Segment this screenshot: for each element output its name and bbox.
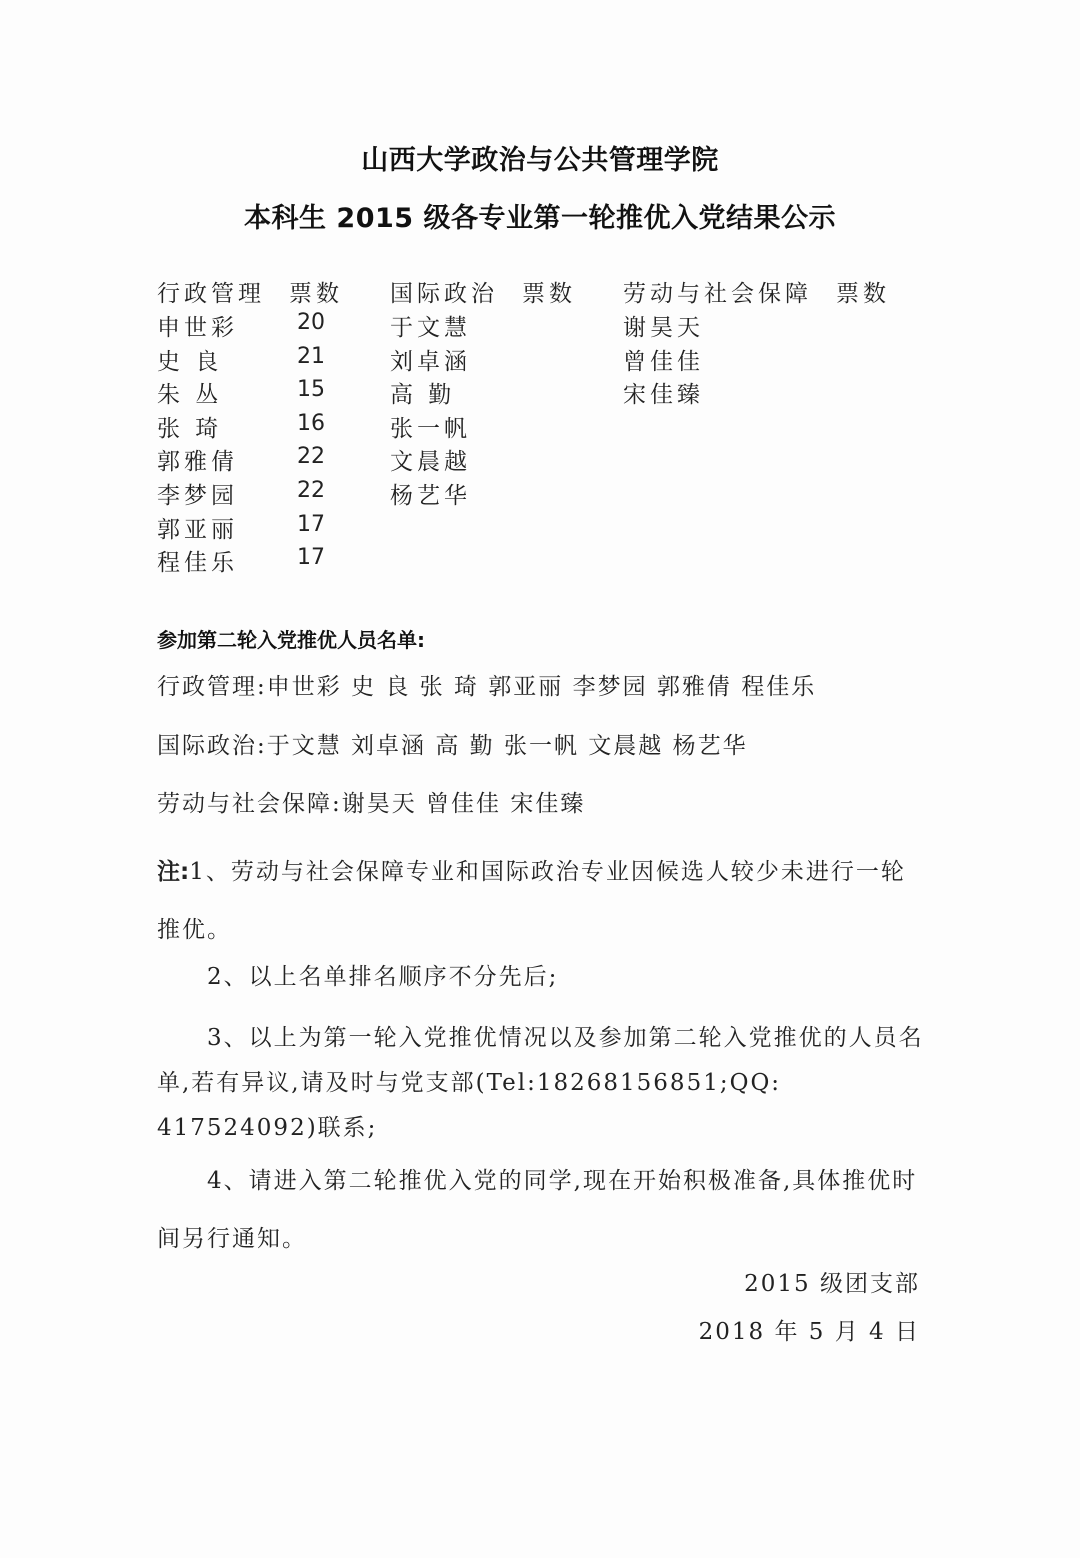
note-4: 4、请进入第二轮推优入党的同学,现在开始积极准备,具体推优时间另行通知。 — [157, 1168, 918, 1252]
candidate-name: 申世彩 — [157, 315, 238, 341]
column-header — [623, 275, 923, 309]
second-round-title: 参加第二轮入党推优人员名单: — [157, 628, 425, 652]
candidate-name: 朱 丛 — [157, 382, 223, 409]
second-round-line-admin: 行政管理:申世彩 史 良 张 琦 郭亚丽 李梦园 郭雅倩 程佳乐 — [157, 674, 817, 700]
result-row — [390, 477, 610, 511]
result-row — [157, 511, 367, 545]
votes-header: 票数 — [836, 281, 890, 307]
result-row — [157, 443, 367, 477]
vote-count: 17 — [297, 545, 325, 571]
result-row — [390, 343, 610, 377]
candidate-name: 谢昊天 — [623, 315, 704, 341]
document-title-line2: 本科生 2015 级各专业第一轮推优入党结果公示 — [244, 203, 836, 234]
result-row — [390, 443, 610, 477]
candidate-name: 李梦园 — [157, 482, 238, 509]
candidate-name: 郭雅倩 — [157, 449, 238, 476]
vote-count: 21 — [297, 343, 325, 369]
vote-count: 17 — [297, 511, 325, 537]
candidate-name: 杨艺华 — [390, 482, 471, 509]
candidate-name: 高 勤 — [390, 382, 456, 409]
major-label: 国际政治 — [390, 281, 498, 307]
result-row — [157, 410, 367, 444]
result-row — [157, 343, 367, 377]
candidate-name: 史 良 — [157, 348, 223, 375]
result-row — [623, 343, 923, 377]
result-row — [390, 410, 610, 444]
candidate-name: 于文慧 — [390, 315, 471, 341]
note-1-text: 1、劳动与社会保障专业和国际政治专业因候选人较少未进行一轮推优。 — [157, 859, 906, 943]
result-row — [157, 544, 367, 578]
candidate-name: 文晨越 — [390, 449, 471, 476]
candidate-name: 刘卓涵 — [390, 348, 471, 375]
note-3: 3、以上为第一轮入党推优情况以及参加第二轮入党推优的人员名单,若有异议,请及时与党支部(Tel:18268156851;QQ: 417524092)联系; — [157, 1025, 924, 1141]
results-column-admin — [157, 275, 367, 578]
major-label: 行政管理 — [157, 281, 265, 307]
candidate-name: 郭亚丽 — [157, 516, 238, 543]
second-round-line-intl-politics: 国际政治:于文慧 刘卓涵 高 勤 张一帆 文晨越 杨艺华 — [157, 733, 748, 759]
result-row — [623, 309, 923, 343]
vote-count: 20 — [297, 310, 325, 335]
signature-date: 2018 年 5 月 4 日 — [698, 1319, 920, 1345]
column-header — [390, 275, 610, 309]
signature-org: 2015 级团支部 — [744, 1271, 920, 1297]
column-header — [157, 275, 367, 309]
candidate-name: 程佳乐 — [157, 550, 238, 577]
major-label: 劳动与社会保障 — [623, 281, 812, 307]
vote-count: 22 — [297, 477, 325, 503]
vote-count: 15 — [297, 377, 325, 403]
second-round-line-labor: 劳动与社会保障:谢昊天 曾佳佳 宋佳臻 — [157, 791, 586, 817]
result-row — [390, 309, 610, 343]
votes-header: 票数 — [522, 281, 576, 307]
result-row — [623, 376, 923, 410]
results-column-labor-social-security — [623, 275, 923, 410]
candidate-name: 张一帆 — [390, 415, 471, 442]
result-row — [157, 309, 367, 343]
candidate-name: 曾佳佳 — [623, 348, 704, 375]
vote-count: 16 — [297, 410, 325, 436]
votes-header: 票数 — [289, 281, 343, 307]
note-2: 2、以上名单排名顺序不分先后; — [207, 964, 559, 990]
document-title-line1: 山西大学政治与公共管理学院 — [361, 145, 719, 176]
note-1 — [157, 843, 927, 959]
result-row — [157, 376, 367, 410]
result-row — [157, 477, 367, 511]
result-row — [390, 376, 610, 410]
candidate-name: 宋佳臻 — [623, 382, 704, 409]
vote-count: 22 — [297, 444, 325, 470]
note-label: 注: — [157, 859, 190, 885]
results-column-intl-politics — [390, 275, 610, 511]
candidate-name: 张 琦 — [157, 415, 223, 442]
